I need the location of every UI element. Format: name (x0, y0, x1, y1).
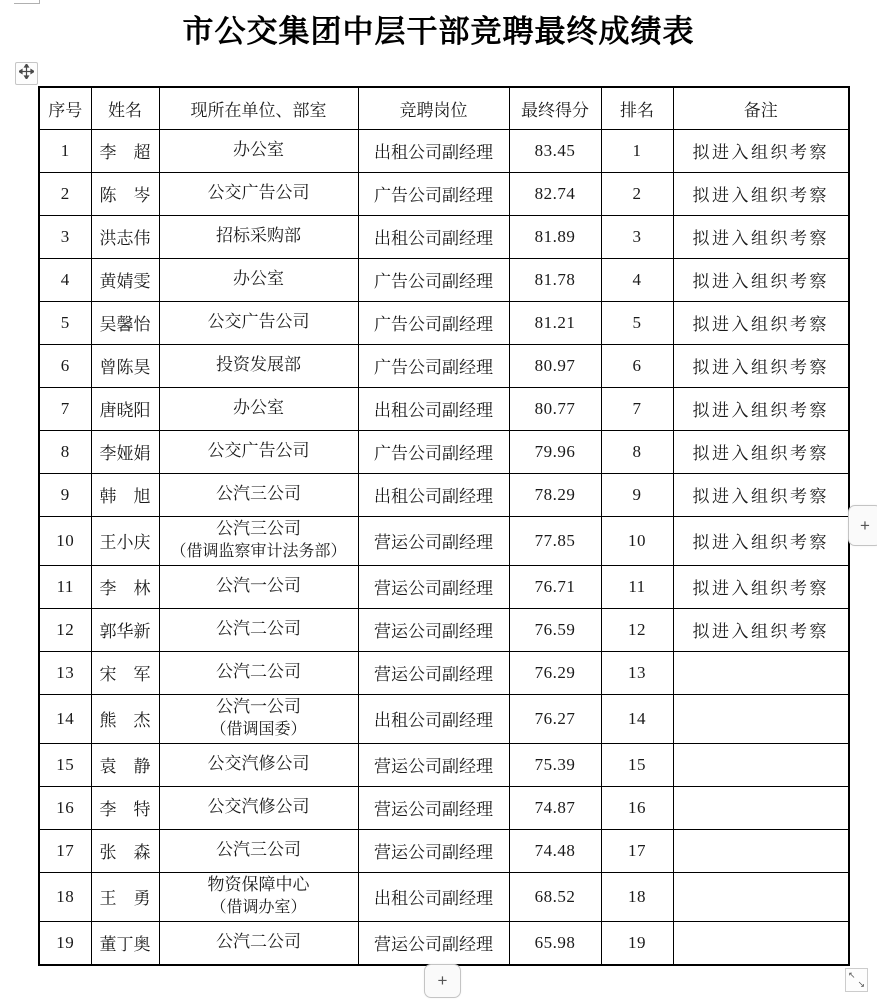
score-cell[interactable]: 68.52 (509, 872, 601, 921)
name-cell[interactable]: 唐晓阳 (91, 387, 159, 430)
position-cell[interactable]: 营运公司副经理 (358, 565, 509, 608)
note-cell[interactable] (673, 694, 849, 743)
score-cell[interactable]: 77.85 (509, 516, 601, 565)
table-row (39, 786, 849, 829)
score-cell[interactable]: 80.97 (509, 344, 601, 387)
table-resize-handle[interactable] (845, 968, 868, 992)
name-cell[interactable]: 郭华新 (91, 608, 159, 651)
position-cell[interactable]: 出租公司副经理 (358, 129, 509, 172)
score-cell[interactable]: 65.98 (509, 921, 601, 965)
score-cell[interactable]: 81.78 (509, 258, 601, 301)
score-cell[interactable]: 74.87 (509, 786, 601, 829)
position-cell[interactable]: 出租公司副经理 (358, 872, 509, 921)
unit-cell[interactable] (159, 301, 358, 344)
position-cell[interactable]: 营运公司副经理 (358, 829, 509, 872)
move-cross-icon (19, 64, 34, 84)
table-row (39, 608, 849, 651)
note-cell[interactable]: 拟进入组织考察 (673, 172, 849, 215)
serial-cell[interactable]: 18 (39, 872, 91, 921)
resize-arrow-se-icon: ↘ (857, 979, 865, 989)
note-cell[interactable] (673, 921, 849, 965)
name-cell[interactable]: 张 森 (91, 829, 159, 872)
unit-line1: 公汽一公司 (216, 697, 301, 717)
name-cell[interactable]: 熊 杰 (91, 694, 159, 743)
unit-cell[interactable] (159, 473, 358, 516)
rank-cell[interactable]: 19 (601, 921, 673, 965)
rank-cell[interactable]: 1 (601, 129, 673, 172)
insert-row-button[interactable] (424, 964, 461, 998)
name-cell[interactable]: 吴馨怡 (91, 301, 159, 344)
table-header-row (39, 87, 849, 129)
table-row (39, 172, 849, 215)
header-cell[interactable]: 排名 (601, 87, 673, 129)
unit-cell[interactable] (159, 129, 358, 172)
unit-cell[interactable] (159, 829, 358, 872)
name-cell[interactable]: 李 超 (91, 129, 159, 172)
rank-cell[interactable]: 11 (601, 565, 673, 608)
table-row (39, 430, 849, 473)
header-cell[interactable]: 竞聘岗位 (358, 87, 509, 129)
unit-line1: 公交广告公司 (207, 441, 310, 461)
header-cell[interactable]: 序号 (39, 87, 91, 129)
note-cell[interactable]: 拟进入组织考察 (673, 129, 849, 172)
plus-icon: + (437, 971, 448, 990)
score-table (38, 86, 850, 966)
table-row (39, 872, 849, 921)
unit-cell[interactable] (159, 215, 358, 258)
name-cell[interactable]: 王小庆 (91, 516, 159, 565)
score-cell[interactable]: 80.77 (509, 387, 601, 430)
header-cell[interactable]: 现所在单位、部室 (159, 87, 358, 129)
table-row (39, 473, 849, 516)
unit-cell[interactable] (159, 172, 358, 215)
name-cell[interactable]: 李 特 (91, 786, 159, 829)
rank-cell[interactable]: 8 (601, 430, 673, 473)
unit-line1: 办公室 (233, 269, 284, 289)
unit-cell[interactable] (159, 743, 358, 786)
score-cell[interactable]: 76.29 (509, 651, 601, 694)
score-cell[interactable]: 81.89 (509, 215, 601, 258)
unit-line1: 公交广告公司 (207, 183, 310, 203)
rank-cell[interactable]: 12 (601, 608, 673, 651)
note-cell[interactable]: 拟进入组织考察 (673, 473, 849, 516)
position-cell[interactable]: 营运公司副经理 (358, 786, 509, 829)
serial-cell[interactable]: 11 (39, 565, 91, 608)
rank-cell[interactable]: 15 (601, 743, 673, 786)
plus-icon: + (860, 515, 870, 535)
unit-line1: 办公室 (233, 398, 284, 418)
serial-cell[interactable]: 2 (39, 172, 91, 215)
position-cell[interactable]: 出租公司副经理 (358, 473, 509, 516)
score-cell[interactable]: 83.45 (509, 129, 601, 172)
serial-cell[interactable]: 6 (39, 344, 91, 387)
rank-cell[interactable]: 6 (601, 344, 673, 387)
unit-cell[interactable] (159, 872, 358, 921)
unit-line1: 办公室 (233, 140, 284, 160)
note-cell[interactable] (673, 651, 849, 694)
note-cell[interactable]: 拟进入组织考察 (673, 565, 849, 608)
unit-line1: 公交汽修公司 (207, 797, 310, 817)
score-cell[interactable]: 79.96 (509, 430, 601, 473)
table-row (39, 829, 849, 872)
unit-line1: 公汽三公司 (216, 519, 301, 539)
rank-cell[interactable]: 2 (601, 172, 673, 215)
unit-line1: 物资保障中心 (207, 875, 310, 895)
position-cell[interactable]: 广告公司副经理 (358, 301, 509, 344)
name-cell[interactable]: 袁 静 (91, 743, 159, 786)
score-cell[interactable]: 74.48 (509, 829, 601, 872)
score-cell[interactable]: 75.39 (509, 743, 601, 786)
name-cell[interactable]: 王 勇 (91, 872, 159, 921)
position-cell[interactable]: 营运公司副经理 (358, 921, 509, 965)
table-row (39, 651, 849, 694)
unit-cell[interactable] (159, 651, 358, 694)
page-corner-artifact (14, 0, 40, 4)
name-cell[interactable]: 宋 军 (91, 651, 159, 694)
position-cell[interactable]: 营运公司副经理 (358, 608, 509, 651)
name-cell[interactable]: 陈 岑 (91, 172, 159, 215)
score-cell[interactable]: 78.29 (509, 473, 601, 516)
header-cell[interactable]: 备注 (673, 87, 849, 129)
unit-line1: 公汽二公司 (216, 619, 301, 639)
unit-line1: 公交广告公司 (207, 312, 310, 332)
rank-cell[interactable]: 3 (601, 215, 673, 258)
table-row (39, 258, 849, 301)
serial-cell[interactable]: 8 (39, 430, 91, 473)
rank-cell[interactable]: 10 (601, 516, 673, 565)
note-cell[interactable]: 拟进入组织考察 (673, 258, 849, 301)
unit-line1: 招标采购部 (216, 226, 301, 246)
score-table-body (39, 87, 849, 965)
table-row (39, 921, 849, 965)
serial-cell[interactable]: 13 (39, 651, 91, 694)
score-cell[interactable]: 76.59 (509, 608, 601, 651)
table-row (39, 301, 849, 344)
name-cell[interactable]: 韩 旭 (91, 473, 159, 516)
table-row (39, 387, 849, 430)
table-move-handle[interactable] (15, 62, 38, 85)
serial-cell[interactable]: 17 (39, 829, 91, 872)
table-row (39, 743, 849, 786)
unit-line1: 投资发展部 (216, 355, 301, 375)
position-cell[interactable]: 广告公司副经理 (358, 344, 509, 387)
position-cell[interactable]: 营运公司副经理 (358, 743, 509, 786)
unit-cell[interactable] (159, 344, 358, 387)
insert-column-button[interactable] (848, 505, 877, 546)
position-cell[interactable]: 营运公司副经理 (358, 651, 509, 694)
serial-cell[interactable]: 12 (39, 608, 91, 651)
page-title: 市公交集团中层干部竞聘最终成绩表 (182, 14, 695, 49)
unit-cell[interactable] (159, 608, 358, 651)
unit-line2: （借调监察审计法务部） (170, 543, 347, 561)
note-cell[interactable]: 拟进入组织考察 (673, 301, 849, 344)
unit-cell[interactable] (159, 430, 358, 473)
note-cell[interactable] (673, 743, 849, 786)
rank-cell[interactable]: 4 (601, 258, 673, 301)
resize-arrow-nw-icon: ↖ (848, 970, 856, 980)
unit-cell[interactable] (159, 387, 358, 430)
unit-line1: 公汽二公司 (216, 662, 301, 682)
table-row (39, 516, 849, 565)
position-cell[interactable]: 出租公司副经理 (358, 215, 509, 258)
name-cell[interactable]: 曾陈昊 (91, 344, 159, 387)
serial-cell[interactable]: 7 (39, 387, 91, 430)
serial-cell[interactable]: 14 (39, 694, 91, 743)
serial-cell[interactable]: 19 (39, 921, 91, 965)
score-cell[interactable]: 81.21 (509, 301, 601, 344)
rank-cell[interactable]: 9 (601, 473, 673, 516)
name-cell[interactable]: 李 林 (91, 565, 159, 608)
unit-cell[interactable] (159, 694, 358, 743)
name-cell[interactable]: 李娅娟 (91, 430, 159, 473)
score-cell[interactable]: 76.71 (509, 565, 601, 608)
name-cell[interactable]: 洪志伟 (91, 215, 159, 258)
unit-line1: 公汽一公司 (216, 576, 301, 596)
note-cell[interactable]: 拟进入组织考察 (673, 215, 849, 258)
unit-line1: 公汽三公司 (216, 840, 301, 860)
score-cell[interactable]: 76.27 (509, 694, 601, 743)
note-cell[interactable] (673, 829, 849, 872)
position-cell[interactable]: 营运公司副经理 (358, 516, 509, 565)
rank-cell[interactable]: 13 (601, 651, 673, 694)
table-row (39, 215, 849, 258)
note-cell[interactable]: 拟进入组织考察 (673, 387, 849, 430)
table-row (39, 344, 849, 387)
position-cell[interactable]: 广告公司副经理 (358, 258, 509, 301)
serial-cell[interactable]: 4 (39, 258, 91, 301)
unit-line1: 公汽二公司 (216, 932, 301, 952)
unit-line1: 公汽三公司 (216, 484, 301, 504)
rank-cell[interactable]: 17 (601, 829, 673, 872)
note-cell[interactable] (673, 786, 849, 829)
name-cell[interactable]: 董丁奥 (91, 921, 159, 965)
rank-cell[interactable]: 18 (601, 872, 673, 921)
note-cell[interactable] (673, 872, 849, 921)
position-cell[interactable]: 广告公司副经理 (358, 430, 509, 473)
note-cell[interactable]: 拟进入组织考察 (673, 344, 849, 387)
unit-cell[interactable] (159, 921, 358, 965)
rank-cell[interactable]: 5 (601, 301, 673, 344)
header-cell[interactable]: 姓名 (91, 87, 159, 129)
unit-cell[interactable] (159, 516, 358, 565)
unit-line2: （借调国委） (210, 721, 307, 739)
position-cell[interactable]: 出租公司副经理 (358, 694, 509, 743)
rank-cell[interactable]: 14 (601, 694, 673, 743)
serial-cell[interactable]: 1 (39, 129, 91, 172)
serial-cell[interactable]: 5 (39, 301, 91, 344)
table-row (39, 565, 849, 608)
table-row (39, 129, 849, 172)
unit-cell[interactable] (159, 786, 358, 829)
position-cell[interactable]: 广告公司副经理 (358, 172, 509, 215)
score-cell[interactable]: 82.74 (509, 172, 601, 215)
unit-line1: 公交汽修公司 (207, 754, 310, 774)
header-cell[interactable]: 最终得分 (509, 87, 601, 129)
note-cell[interactable]: 拟进入组织考察 (673, 430, 849, 473)
serial-cell[interactable]: 9 (39, 473, 91, 516)
serial-cell[interactable]: 10 (39, 516, 91, 565)
unit-cell[interactable] (159, 258, 358, 301)
rank-cell[interactable]: 16 (601, 786, 673, 829)
unit-line2: （借调办室） (210, 899, 307, 917)
name-cell[interactable]: 黄婧雯 (91, 258, 159, 301)
rank-cell[interactable]: 7 (601, 387, 673, 430)
note-cell[interactable]: 拟进入组织考察 (673, 516, 849, 565)
serial-cell[interactable]: 16 (39, 786, 91, 829)
unit-cell[interactable] (159, 565, 358, 608)
serial-cell[interactable]: 3 (39, 215, 91, 258)
note-cell[interactable]: 拟进入组织考察 (673, 608, 849, 651)
table-row (39, 694, 849, 743)
serial-cell[interactable]: 15 (39, 743, 91, 786)
position-cell[interactable]: 出租公司副经理 (358, 387, 509, 430)
